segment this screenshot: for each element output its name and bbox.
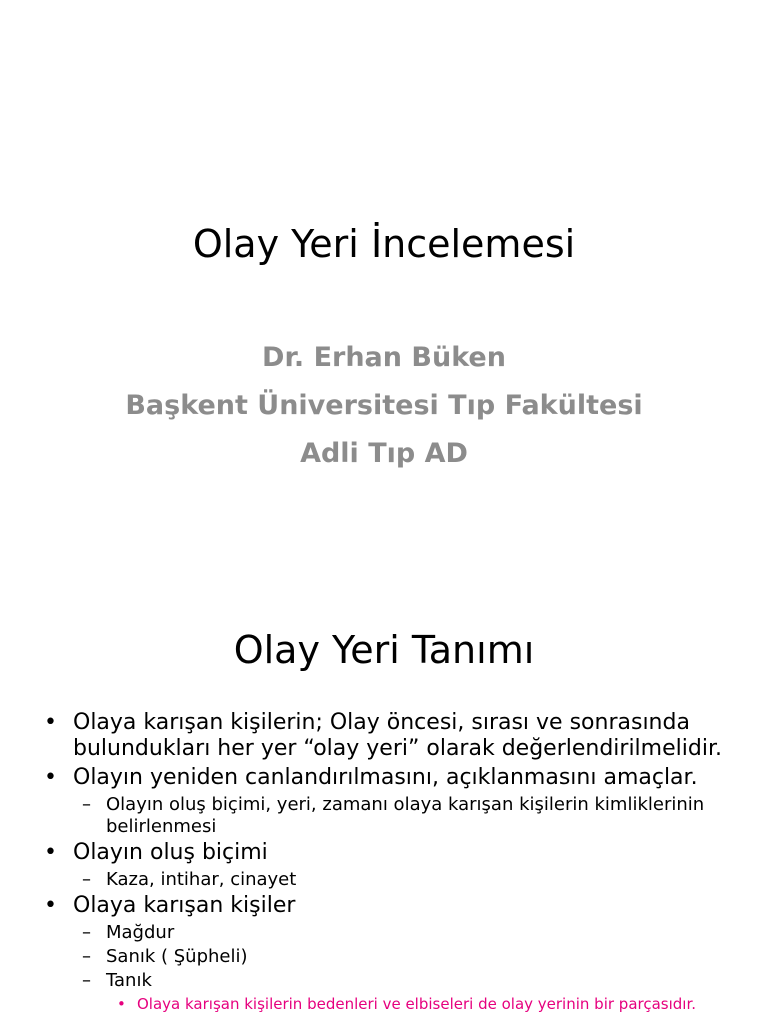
sub-bullet-text: Tanık [106,970,152,991]
dash-icon: – [82,869,91,890]
bullet-dot-icon: • [117,995,126,1013]
dash-icon: – [82,970,91,991]
bullet-text: Olayın yeniden canlandırılmasını, açıklanmasını amaçlar. [73,765,698,790]
highlight-bullet-item [117,994,730,1014]
bullet-item [40,765,730,791]
sub-bullet-item [82,922,730,944]
presentation-title: Olay Yeri İncelemesi [192,222,576,266]
sub-bullet-text: Sanık ( Şüpheli) [106,946,248,967]
bullet-dot-icon: • [44,710,57,735]
bullet-item [40,710,730,762]
dash-icon: – [82,794,91,815]
content-slide [0,576,768,1024]
bullet-item [40,840,730,866]
bullet-text: Olayın oluş biçimi [73,840,268,865]
highlight-bullet-text: Olaya karışan kişilerin bedenleri ve elbiseleri de olay yerinin bir parçasıdır. [137,995,697,1013]
sub-bullet-text: Olayın oluş biçimi, yeri, zamanı olaya karışan kişilerin kimliklerinin belirlenmesi [106,794,705,837]
slide-title: Olay Yeri Tanımı [233,628,535,672]
sub-bullet-item [82,869,730,891]
dash-icon: – [82,922,91,943]
bullet-dot-icon: • [44,893,57,918]
bullet-text: Olaya karışan kişilerin; Olay öncesi, sırası ve sonrasında bulundukları her yer “olay yeri” olarak değerlendirilmelidir. [73,710,722,761]
author-name: Dr. Erhan Büken [262,342,506,373]
dash-icon: – [82,946,91,967]
sub-bullet-item [82,794,730,838]
bullet-text: Olaya karışan kişiler [73,893,296,918]
sub-bullet-text: Mağdur [106,922,175,943]
bullet-item [40,893,730,919]
bullet-dot-icon: • [44,840,57,865]
author-block [0,334,768,478]
author-institution: Başkent Üniversitesi Tıp Fakültesi [125,390,643,421]
author-department: Adli Tıp AD [300,438,468,469]
sub-bullet-text: Kaza, intihar, cinayet [106,869,297,890]
sub-bullet-item [82,946,730,968]
bullet-list [40,710,730,1014]
bullet-dot-icon: • [44,765,57,790]
sub-bullet-item [82,970,730,992]
